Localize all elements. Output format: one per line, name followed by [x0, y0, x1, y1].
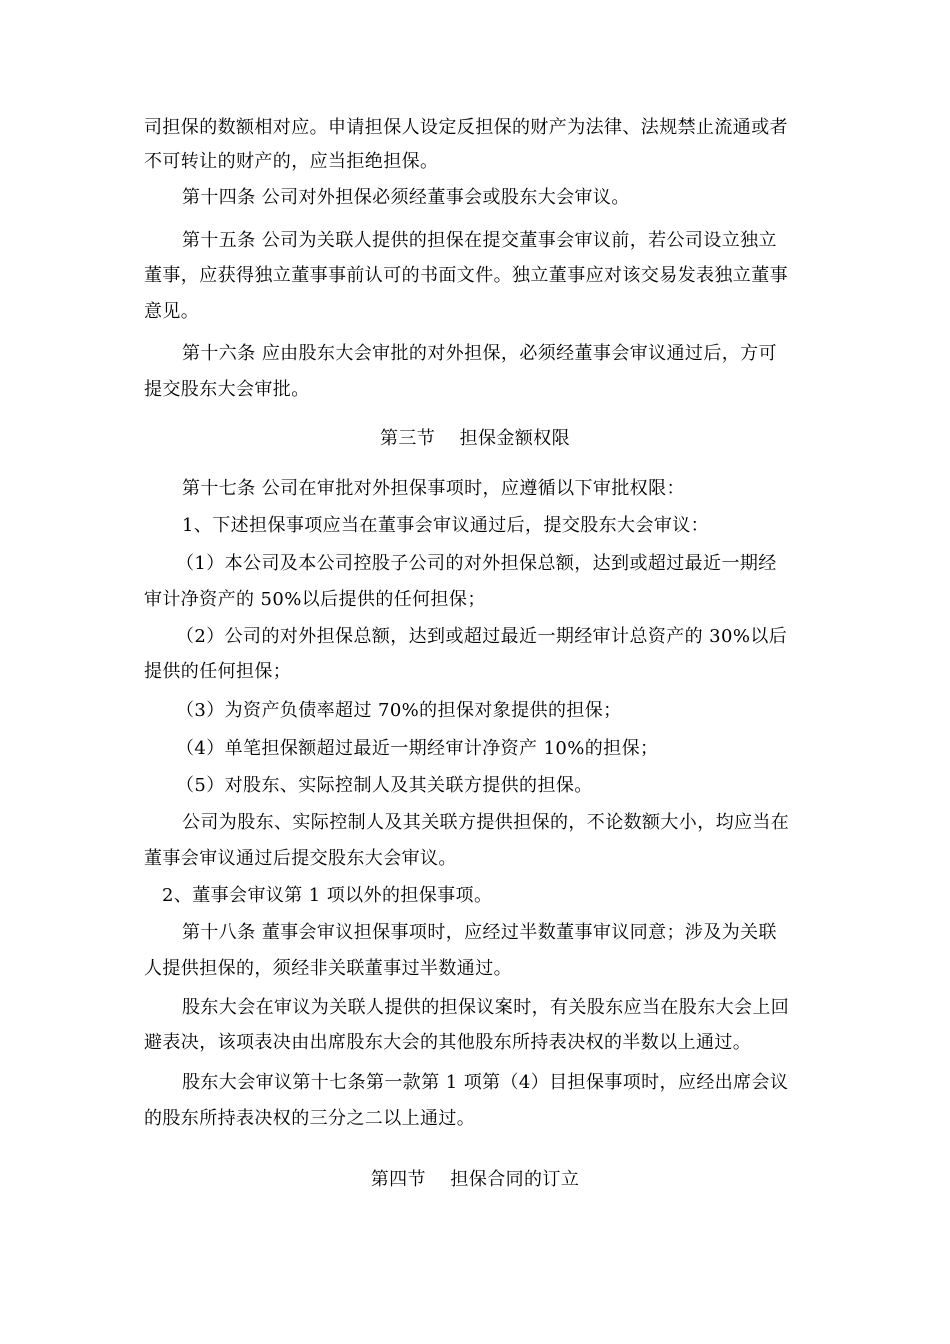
- text-line: 2、董事会审议第 1 项以外的担保事项。: [162, 885, 493, 906]
- article-17: 第十七条 公司在审批对外担保事项时，应遵循以下审批权限：: [182, 478, 685, 499]
- section-heading-4: 第四节 担保合同的订立: [370, 1169, 580, 1190]
- article-18: 第十八条 董事会审议担保事项时，应经过半数董事审议同意；涉及为关联: [182, 922, 777, 943]
- text-line: 董事，应获得独立董事事前认可的书面文件。独立董事应对该交易发表独立董事: [144, 265, 788, 286]
- text-line: 司担保的数额相对应。申请担保人设定反担保的财产为法律、法规禁止流通或者: [144, 117, 788, 138]
- list-item-4: （4）单笔担保额超过最近一期经审计净资产 10%的担保；: [176, 738, 659, 759]
- list-item-2: （2）公司的对外担保总额，达到或超过最近一期经审计总资产的 30%以后: [176, 626, 788, 647]
- text-line: 提交股东大会审批。: [144, 379, 310, 400]
- article-14: 第十四条 公司对外担保必须经董事会或股东大会审议。: [182, 187, 630, 208]
- text-line: 人提供担保的，须经非关联董事过半数通过。: [144, 958, 512, 979]
- article-15: 第十五条 公司为关联人提供的担保在提交董事会审议前，若公司设立独立: [182, 230, 777, 251]
- text-line: 意见。: [144, 301, 200, 322]
- text-line: 1、下述担保事项应当在董事会审议通过后，提交股东大会审议：: [182, 515, 710, 536]
- text-line: 董事会审议通过后提交股东大会审议。: [144, 848, 457, 869]
- text-line: 的股东所持表决权的三分之二以上通过。: [144, 1108, 476, 1129]
- text-line: 股东大会在审议为关联人提供的担保议案时，有关股东应当在股东大会上回: [182, 997, 790, 1018]
- list-item-1: （1）本公司及本公司控股子公司的对外担保总额，达到或超过最近一期经: [176, 553, 777, 574]
- text-line: 不可转让的财产的，应当拒绝担保。: [144, 151, 439, 172]
- list-item-5: （5）对股东、实际控制人及其关联方提供的担保。: [176, 775, 593, 796]
- text-line: 审计净资产的 50%以后提供的任何担保；: [144, 589, 486, 610]
- text-line: 股东大会审议第十七条第一款第 1 项第（4）目担保事项时，应经出席会议: [182, 1072, 789, 1093]
- text-line: 避表决，该项表决由出席股东大会的其他股东所持表决权的半数以上通过。: [144, 1032, 752, 1053]
- list-item-3: （3）为资产负债率超过 70%的担保对象提供的担保；: [176, 700, 622, 721]
- text-line: 公司为股东、实际控制人及其关联方提供担保的，不论数额大小，均应当在: [182, 812, 790, 833]
- article-16: 第十六条 应由股东大会审批的对外担保，必须经董事会审议通过后，方可: [182, 343, 777, 364]
- text-line: 提供的任何担保；: [144, 661, 292, 682]
- section-heading-3: 第三节 担保金额权限: [379, 428, 571, 449]
